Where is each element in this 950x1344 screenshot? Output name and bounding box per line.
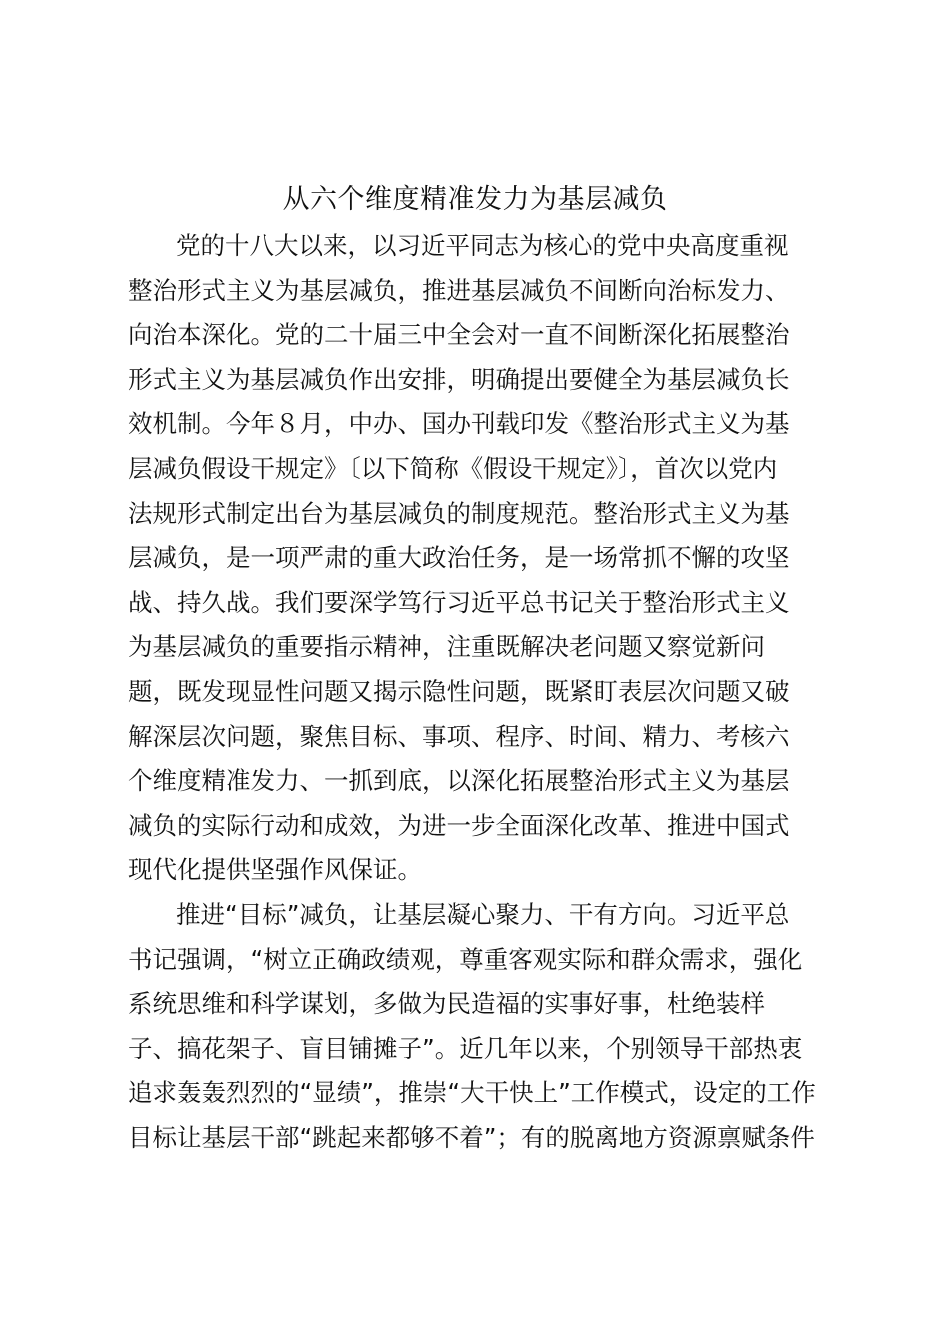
document-body xyxy=(128,224,833,1160)
paragraph-1-line-15: 现代化提供坚强作风保证。 xyxy=(128,855,422,885)
paragraph-1-line-2: 整治形式主义为基层减负，推进基层减负不间断向治标发力、 xyxy=(128,275,790,305)
paragraph-2-line-6: 目标让基层干部“跳起来都够不着”；有的脱离地方资源禀赋条件 xyxy=(128,1122,815,1152)
paragraph-2-line-2: 书记强调，“树立正确政绩观，尊重客观实际和群众需求，强化 xyxy=(128,944,803,974)
paragraph-2-line-5: 追求轰轰烈烈的“显绩”，推崇“大干快上”工作模式，设定的工作 xyxy=(128,1078,816,1108)
paragraph-1-line-6: 层减负假设干规定》〔以下简称《假设干规定》〕，首次以党内 xyxy=(128,453,778,483)
paragraph-1-line-13: 个维度精准发力、一抓到底，以深化拓展整治形式主义为基层 xyxy=(128,766,790,796)
paragraph-1-line-7: 法规形式制定出台为基层减负的制度规范。整治形式主义为基 xyxy=(128,498,790,528)
paragraph-1-line-3: 向治本深化。党的二十届三中全会对一直不间断深化拓展整治 xyxy=(128,320,790,350)
paragraph-2-line-4: 子、搞花架子、盲目铺摊子”。近几年以来，个别领导干部热衷 xyxy=(128,1033,803,1063)
paragraph-1-line-8: 层减负，是一项严肃的重大政治任务，是一场常抓不懈的攻坚 xyxy=(128,543,790,573)
paragraph-2-line-1: 推进“目标”减负，让基层凝心聚力、干有方向。习近平总 xyxy=(176,899,790,929)
paragraph-2-line-3: 系统思维和科学谋划，多做为民造福的实事好事，杜绝装样 xyxy=(128,989,765,1019)
paragraph-1-line-14: 减负的实际行动和成效，为进一步全面深化改革、推进中国式 xyxy=(128,810,790,840)
paragraph-1-line-4: 形式主义为基层减负作出安排，明确提出要健全为基层减负长 xyxy=(128,364,790,394)
document-title: 从六个维度精准发力为基层减负 xyxy=(282,184,668,215)
paragraph-1-line-12: 解深层次问题，聚焦目标、事项、程序、时间、精力、考核六 xyxy=(128,721,790,751)
paragraph-1-line-9: 战、持久战。我们要深学笃行习近平总书记关于整治形式主义 xyxy=(128,587,790,617)
paragraph-1-line-10: 为基层减负的重要指示精神，注重既解决老问题又察觉新问 xyxy=(128,632,765,662)
paragraph-1-line-1: 党的十八大以来，以习近平同志为核心的党中央高度重视 xyxy=(176,231,789,260)
paragraph-1-line-11: 题，既发现显性问题又揭示隐性问题，既紧盯表层次问题又破 xyxy=(128,676,790,706)
paragraph-1-line-5: 效机制。今年８月，中办、国办刊载印发《整治形式主义为基 xyxy=(128,409,790,439)
